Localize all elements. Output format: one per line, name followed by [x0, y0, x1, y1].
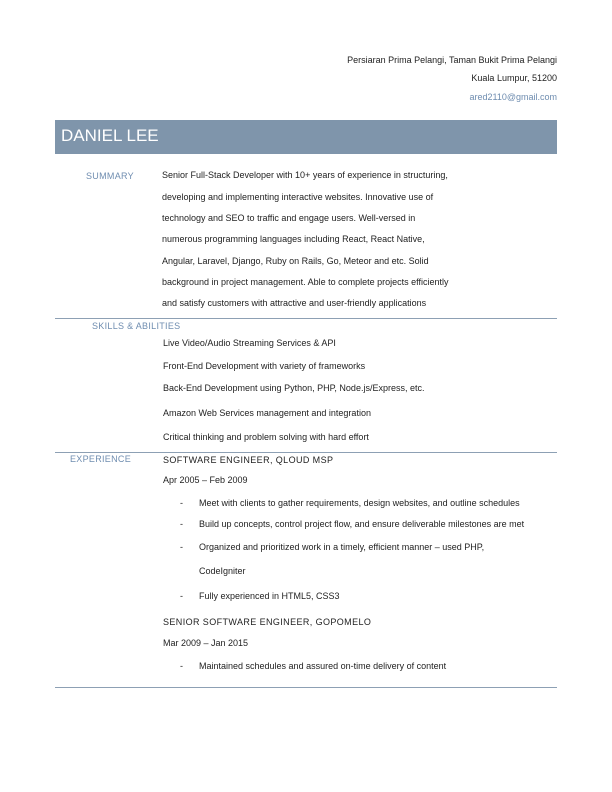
bullet-marker: - [180, 519, 183, 529]
bullet-marker: - [180, 661, 183, 671]
summary-line: and satisfy customers with attractive and user-friendly applications [162, 298, 427, 308]
summary-line: background in project management. Able to complete projects efficiently [162, 277, 449, 287]
bullet-marker: - [180, 591, 183, 601]
skill-item: Live Video/Audio Streaming Services & API [163, 338, 336, 348]
job-bullet: Maintained schedules and assured on-time delivery of content [199, 661, 447, 671]
summary-line: technology and SEO to traffic and engage users. Well-versed in [162, 213, 416, 223]
skill-item: Back-End Development using Python, PHP, Node.js/Express, etc. [163, 383, 425, 393]
job-bullet: Meet with clients to gather requirements, design websites, and outline schedules [199, 498, 520, 508]
summary-line: Angular, Laravel, Django, Ruby on Rails, Go, Meteor and etc. Solid [162, 256, 429, 266]
skill-item: Front-End Development with variety of frameworks [163, 361, 366, 371]
bullet-marker: - [180, 498, 183, 508]
name-banner [55, 120, 557, 154]
email-link[interactable]: ared2110@gmail.com [469, 92, 557, 102]
skill-item: Amazon Web Services management and integration [163, 408, 371, 418]
candidate-name: DANIEL LEE [61, 126, 159, 145]
job-bullet: Organized and prioritized work in a timely, efficient manner – used PHP, [199, 542, 485, 552]
section-divider [55, 318, 557, 319]
section-divider [55, 687, 557, 688]
job-title: SENIOR SOFTWARE ENGINEER, GOPOMELO [163, 617, 372, 627]
job-dates: Mar 2009 – Jan 2015 [163, 638, 249, 648]
job-bullet: Fully experienced in HTML5, CSS3 [199, 591, 340, 601]
summary-heading: SUMMARY [86, 171, 134, 181]
experience-heading: EXPERIENCE [70, 454, 132, 464]
skills-heading: SKILLS & ABILITIES [92, 321, 181, 331]
summary-line: developing and implementing interactive websites. Innovative use of [162, 192, 434, 202]
skill-item: Critical thinking and problem solving with hard effort [163, 432, 369, 442]
summary-line: Senior Full-Stack Developer with 10+ years of experience in structuring, [162, 170, 448, 180]
job-bullet-continuation: CodeIgniter [199, 566, 246, 576]
bullet-marker: - [180, 542, 183, 552]
job-bullet: Build up concepts, control project flow, and ensure deliverable milestones are met [199, 519, 525, 529]
job-dates: Apr 2005 – Feb 2009 [163, 475, 248, 485]
address-line-2: Kuala Lumpur, 51200 [471, 73, 557, 83]
job-title: SOFTWARE ENGINEER, QLOUD MSP [163, 455, 334, 465]
address-line-1: Persiaran Prima Pelangi, Taman Bukit Prima Pelangi [347, 55, 557, 65]
summary-line: numerous programming languages including React, React Native, [162, 234, 425, 244]
